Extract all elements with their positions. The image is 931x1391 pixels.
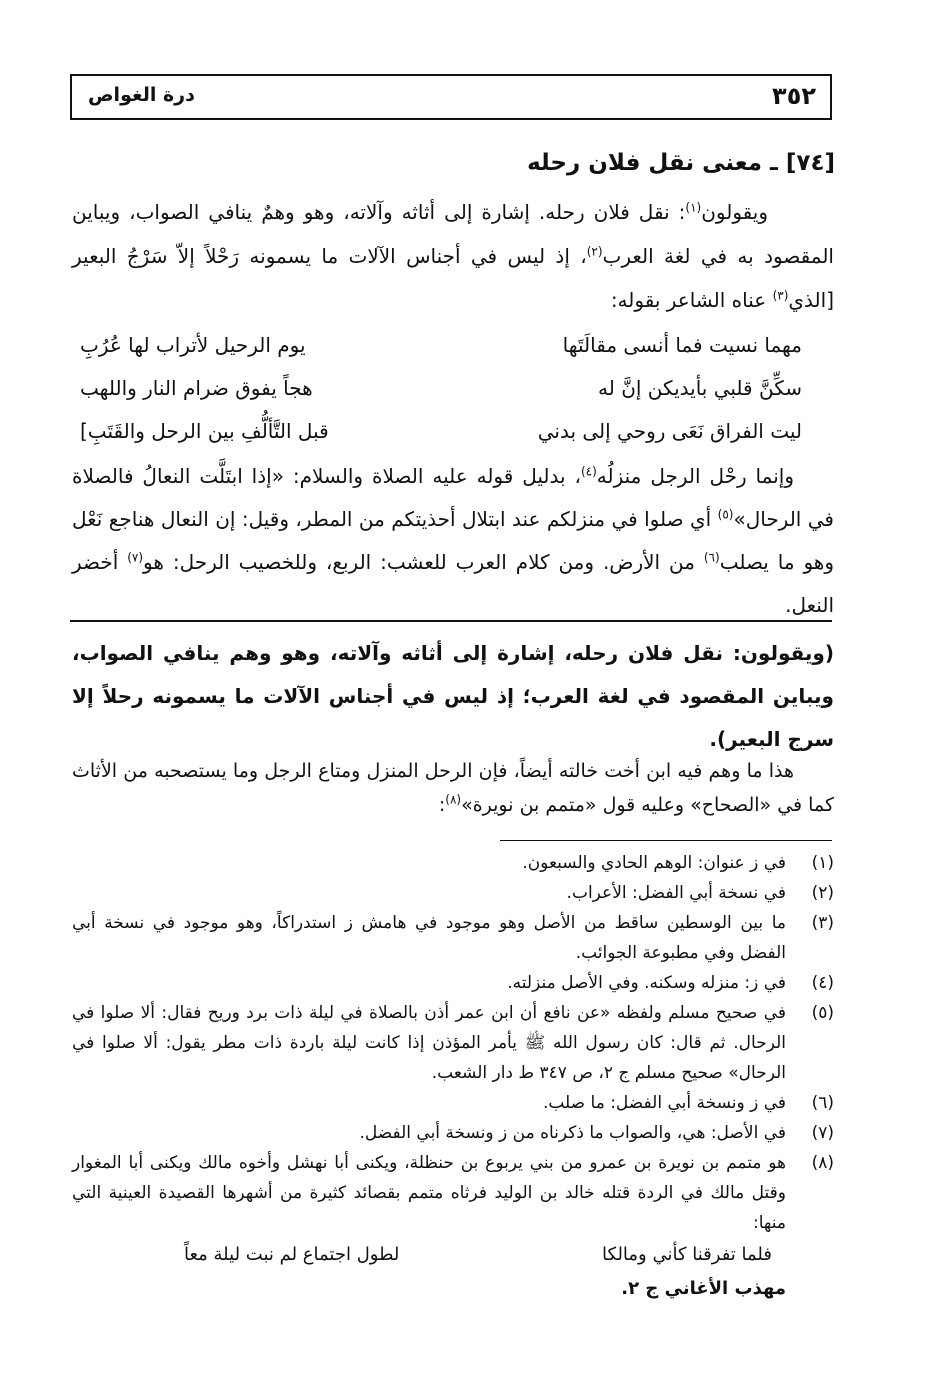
footnote [72,998,834,1088]
footnote-ref: (٤) [580,464,597,479]
footnote-number: (٣) [811,913,834,933]
footnote-ref: (٨) [445,792,462,807]
footnote [72,968,834,998]
text-run: أي صلوا في منزلكم عند ابتلال أحذيتكم من المطر، وقيل: إن النعال هناجع نَعْل وهو ما يصلب [72,507,835,574]
section-title: [٧٤] ـ معنى نقل فلان رحله [527,150,835,176]
footnote-text: في نسخة أبي الفضل: الأعراب. [566,883,786,903]
footnote-number: (٢) [811,883,834,903]
footnote-number: (٨) [811,1153,834,1173]
footnote-number: (٧) [811,1123,834,1143]
footnote-text: في ز عنوان: الوهم الحادي والسبعون. [522,853,786,873]
verse-first-hemistich: ليت الفراق نَعَى روحي إلى بدني [537,419,802,443]
text-run: وإنما رحْل الرجل منزلُه [596,464,794,488]
commentary-quote: (ويقولون: نقل فلان رحله، إشارة إلى أثاثه وآلاته، وهو وهم ينافي الصواب، ويباين المقصود في لغة العرب؛ إذ ليس في أجناس الآلات ما يسمونه رحلاً إلا سرج البعير). [72,641,834,751]
page-header [70,74,832,120]
verse-second-hemistich: لطول اجتماع لم نبت ليلة معاً [184,1244,400,1265]
poem-verses [72,324,834,453]
verse-first-hemistich: فلما تفرقنا كأني ومالكا [602,1244,772,1265]
footnote-text: في ز: منزله وسكنه. وفي الأصل منزلته. [507,973,786,993]
verse-line [72,410,834,453]
main-paragraph-2 [72,455,834,627]
footnote [72,1118,834,1148]
footnote-number: (١) [811,853,834,873]
text-run: من الأرض. ومن كلام العرب للعشب: الربع، وللخصيب الرحل: هو [143,550,704,574]
footnote [72,1088,834,1118]
footnote-ref: (٦) [703,550,720,565]
footnote-text: ما بين الوسطين ساقط من الأصل وهو موجود في هامش ز استدراكاً، وهو موجود في نسخة أبي الفضل وفي مطبوعة الجوائب. [72,913,786,963]
footnote-ref: (١) [685,200,702,215]
footnote-text: هو متمم بن نويرة بن عمرو من بني يربوع بن حنظلة، ويكنى أبا نهشل وأخوه مالك ويكنى أبا المغوار وقتل مالك في الردة قتله خالد بن الوليد فرثاه متمم بقصائد كثيرة من أشهرها القصيدة العينية التي منها: [72,1153,786,1233]
text-run: ، بدليل قوله عليه الصلاة والسلام: «إذا ابتَلَّت النعالُ فالصلاة في الرحال» [72,464,834,531]
text-run: : [438,794,446,816]
footnote-text: في الأصل: هي، والصواب ما ذكرناه من ز ونسخة أبي الفضل. [359,1123,786,1143]
footnote-text: في ز ونسخة أبي الفضل: ما صلب. [542,1093,786,1113]
footnote-number: (٤) [811,973,834,993]
text-run: هذا ما وهم فيه ابن أخت خالته أيضاً، فإن الرحل المنزل ومتاع الرجل وما يستصحبه من الأثاث كما في «الصحاح» وعليه قول «متمم بن نويرة» [72,760,834,816]
commentary-paragraph [72,754,834,822]
footnote-source: مهذب الأغاني ج ٢. [621,1278,786,1299]
footnote [72,848,834,878]
footnote-text: في صحيح مسلم ولفظه «عن نافع أن ابن عمر أذن بالصلاة في ليلة ذات برد وريح فقال: ألا صلوا في الرحال. ثم قال: كان رسول الله ﷺ يأمر المؤذن إذا كانت ليلة باردة ذات مطر يقول: ألا صلوا في الرحال» صحيح مسلم ج ٢، ص ٣٤٧ ط دار الشعب. [72,1003,786,1083]
footnote-separator [500,840,832,841]
verse-second-hemistich: يوم الرحيل لأتراب لها عُرُبِ [80,333,306,357]
footnote [72,908,834,968]
footnote-number: (٥) [811,1003,834,1023]
verse-second-hemistich: قبل التَّألُّفِ بين الرحل والقَتَبِ] [80,419,329,443]
verse-line [72,367,834,410]
footnote [72,1148,834,1238]
text-run: عناه الشاعر بقوله: [610,288,773,312]
page-number: ٣٥٢ [772,82,816,110]
verse-first-hemistich: سكِّنَّ قلبي بأيديكن إنَّ له [598,376,802,400]
footnotes [72,848,834,1306]
footnote-ref: (٣) [772,288,789,303]
footnote [72,878,834,908]
verse-second-hemistich: هجاً يفوق ضرام النار واللهب [80,376,313,400]
footnote-ref: (٧) [127,550,144,565]
text-run: أخضر النعل. [72,550,834,617]
verse-line [72,324,834,367]
book-title: درة الغواص [88,84,195,106]
main-paragraph-1 [72,190,834,322]
text-run: ، إذ ليس في أجناس الآلات ما يسمونه رَحْلاً إلاّ سَرْجُ البعير [الذي [72,244,834,312]
footnote-number: (٦) [811,1093,834,1113]
footnote-ref: (٢) [586,244,603,259]
section-divider [70,620,832,622]
text-run: ويقولون [701,200,768,224]
text-run: : نقل فلان رحله. إشارة إلى أثاثه وآلاته، وهو وهمٌ ينافي الصواب، ويباين المقصود به في لغة العرب [72,200,834,268]
footnote-verse [72,1238,834,1272]
verse-first-hemistich: مهما نسيت فما أنسى مقالَتَها [562,333,802,357]
footnote-ref: (٥) [717,507,734,522]
